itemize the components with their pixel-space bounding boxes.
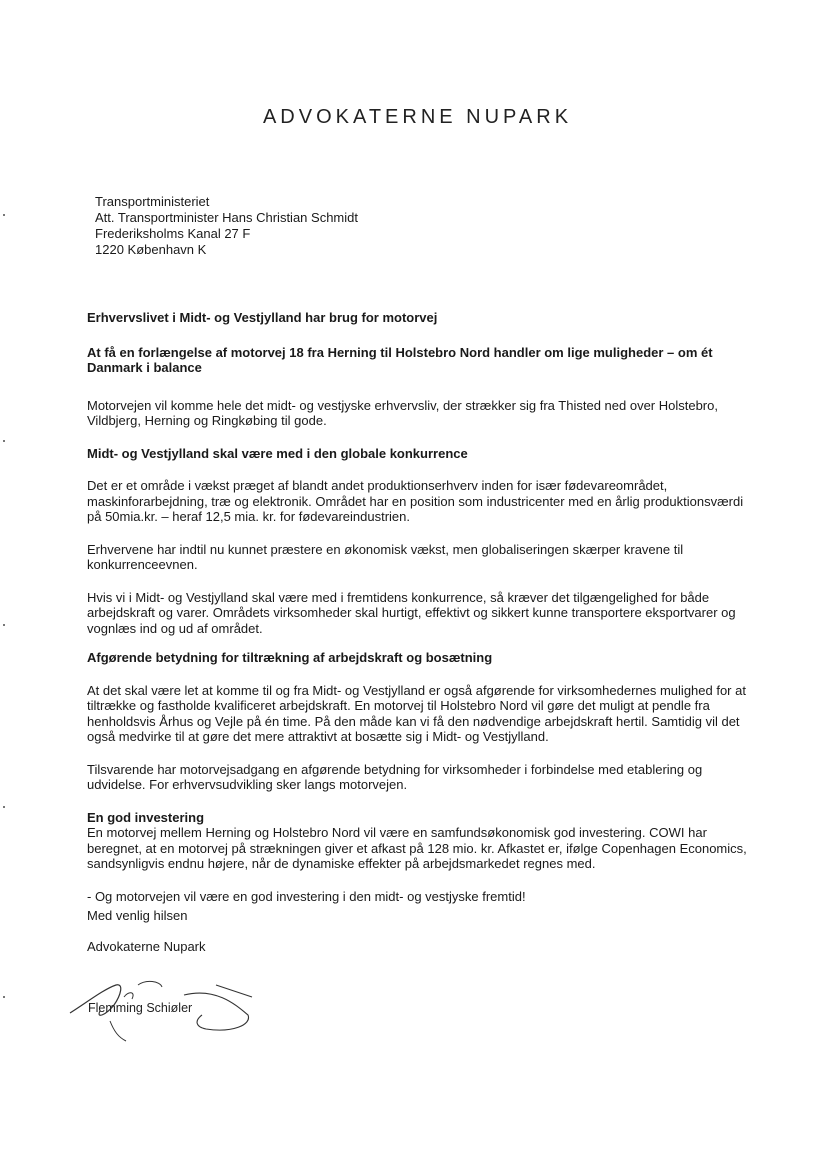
paragraph: Tilsvarende har motorvejsadgang en afgørende betydning for virksomheder i forbindelse med etablering og udvidelse. For erhvervsudvikling sker langs motorvejen. bbox=[87, 761, 703, 792]
main-heading: Erhvervslivet i Midt- og Vestjylland har brug for motorvej bbox=[87, 310, 438, 325]
scan-speck bbox=[3, 806, 5, 808]
recipient-address bbox=[95, 194, 358, 258]
letterhead: ADVOKATERNE NUPARK bbox=[262, 106, 573, 128]
paragraph: At det skal være let at komme til og fra Midt- og Vestjylland er også afgørende for virksomhedernes mulighed for at tiltrække og fastholde kvalificeret arbejdskraft. En motorvej til Holstebro Nord vil gøre det muligt at pendle fra henholdsvis Århus og Vejle på én time. På den måde kan vi få den nødvendige arbejdskraft hertil. Samtidig vil det også medvirke til at gøre det mere attraktivt at bosætte sig i Midt- og Vestjylland. bbox=[87, 682, 746, 744]
subheading: At få en forlængelse af motorvej 18 fra Herning til Holstebro Nord handler om lige muligheder – om ét Danmark i balance bbox=[87, 344, 713, 375]
section-heading: Afgørende betydning for tiltrækning af arbejdskraft og bosætning bbox=[87, 650, 493, 665]
recipient-line: Att. Transportminister Hans Christian Schmidt bbox=[95, 210, 358, 225]
recipient-line: Transportministeriet bbox=[95, 194, 210, 209]
signatory-name: Flemming Schiøler bbox=[88, 1001, 193, 1015]
scan-speck bbox=[3, 214, 5, 216]
paragraph: Hvis vi i Midt- og Vestjylland skal være med i fremtidens konkurrence, så kræver det tilgængelighed for både arbejdskraft og varer. Områdets virksomheder skal hurtigt, effektivt og sikkert kunne transportere eksportvarer og vognlæs ind og ud af området. bbox=[87, 589, 736, 636]
recipient-line: 1220 København K bbox=[95, 242, 207, 257]
paragraph: Erhvervene har indtil nu kunnet præstere en økonomisk vækst, men globaliseringen skærper kravene til konkurrenceevnen. bbox=[87, 541, 684, 572]
paragraph: Det er et område i vækst præget af blandt andet produktionserhverv inden for især fødevareområdet, maskinforarbejdning, træ og elektronik. Området har en position som industricenter med en årlig produktionsværdi på 50mia.kr. – heraf 12,5 mia. kr. for fødevareindustrien. bbox=[87, 478, 744, 524]
paragraph: - Og motorvejen vil være en god investering i den midt- og vestjyske fremtid! bbox=[87, 888, 526, 904]
letter-body bbox=[87, 310, 747, 904]
closing-greeting: Med venlig hilsen bbox=[87, 908, 188, 923]
paragraph: Motorvejen vil komme hele det midt- og vestjyske erhvervsliv, der strækker sig fra Thisted ned over Holstebro, Vildbjerg, Herning og Ringkøbing til gode. bbox=[87, 397, 718, 428]
recipient-line: Frederiksholms Kanal 27 F bbox=[95, 226, 251, 241]
paragraph: En motorvej mellem Herning og Holstebro Nord vil være en samfundsøkonomisk god investering. COWI har beregnet, at en motorvej på strækningen giver et afkast på 128 mio. kr. Afkastet er, ifølge Copenhagen Economics, sandsynligvis endnu højere, når de dynamiske effekter på arbejdsmarkedet regnes med. bbox=[87, 825, 747, 871]
scan-speck bbox=[3, 624, 5, 626]
section-heading: Midt- og Vestjylland skal være med i den globale konkurrence bbox=[87, 445, 468, 461]
sender-name: Advokaterne Nupark bbox=[87, 939, 206, 954]
section-heading: En god investering bbox=[87, 809, 205, 825]
scan-speck bbox=[3, 440, 5, 442]
scan-speck bbox=[3, 996, 5, 998]
